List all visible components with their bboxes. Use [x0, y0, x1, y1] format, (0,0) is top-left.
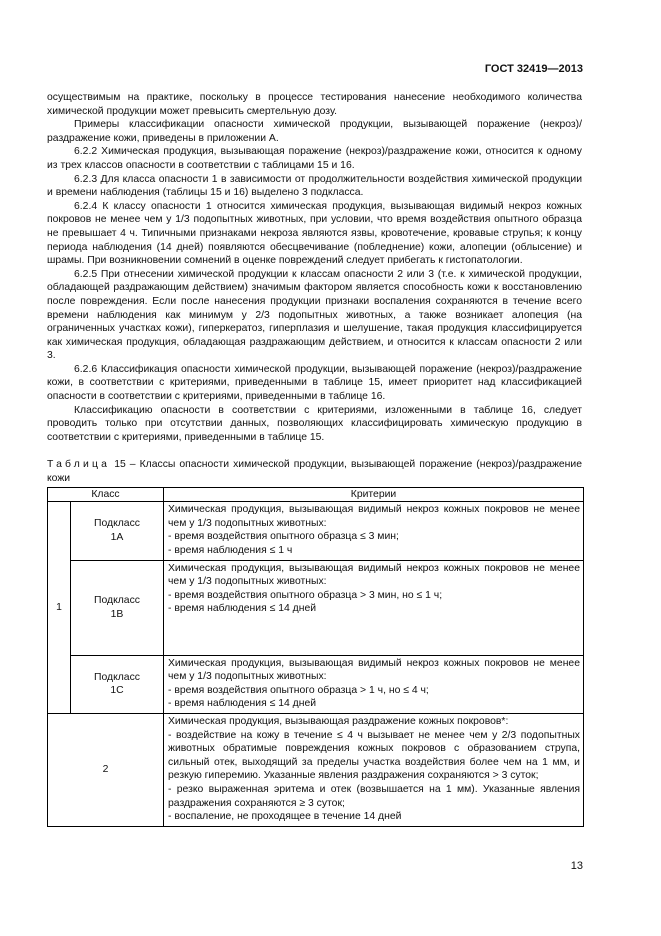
table-row-1c [48, 655, 584, 713]
paragraph-continuation: осуществимым на практике, поскольку в процессе тестирования нанесение необходимого количества химической продукции может превысить смертельную дозу. [47, 92, 582, 117]
criteria-1a-exposure: - время воздействия опытного образца ≤ 3 мин; [168, 531, 399, 543]
header-class: Класс [48, 487, 164, 502]
paragraph-6-2-5: 6.2.5 При отнесении химической продукции к классам опасности 2 или 3 (т.е. к химической продукции, обладающей раздражающим действием) значимым фактором является способность кожи к восстановлению после повреждения. Если после нанесения продукции признаки воспаления сохраняются в течение всего времени наблюдения как минимум у 2/3 подопытных животных, а также возникает алопеция (на ограниченных участках кожи), гиперкератоз, гиперплазия и шелушение, такая продукция классифицируется как химическая продукция, обладающая раздражающим действием, и относится к классам опасности 2 или 3. [47, 268, 582, 362]
table-caption-label: Таблица [47, 459, 111, 471]
table-caption-text: 15 – Классы опасности химической продукции, вызывающей поражение (некроз)/раздражение кожи [47, 459, 582, 485]
subclass-1a-cell [71, 502, 164, 560]
class-2-cell: 2 [48, 713, 164, 826]
criteria-1b-observation: - время наблюдения ≤ 14 дней [168, 603, 317, 615]
page-number: 13 [570, 860, 583, 872]
criteria-1b-cell [164, 560, 584, 655]
table-row-1a [48, 502, 584, 560]
criteria-1b-exposure: - время воздействия опытного образца > 3 мин, но ≤ 1 ч; [168, 589, 443, 601]
criteria-1c-text: Химическая продукция, вызывающая видимый некроз кожных покровов не менее чем у 1/3 подопытных животных: [168, 657, 580, 683]
table-caption [47, 458, 582, 485]
criteria-1c-observation: - время наблюдения ≤ 14 дней [168, 698, 317, 710]
criteria-2-item-exposure: - воздействие на кожу в течение ≤ 4 ч вызывает не менее чем у 2/3 подопытных животных обратимые повреждения кожных покровов с образованием струпа, сильный отек, выходящий за пределы участка воздействия более чем на 1 мм, и резкую гиперемию. Указанные явления раздражения сохраняются > 3 суток; [168, 729, 580, 782]
subclass-1c-code: 1С [110, 685, 124, 697]
paragraph-6-2-6: 6.2.6 Классификация опасности химической продукции, вызывающей поражение (некроз)/раздражение кожи, в соответствии с критериями, приведенными в таблице 15, имеет приоритет над классификацией опасности в соответствии с критериями, приведенными в таблице 16. [47, 363, 582, 403]
criteria-1a-text: Химическая продукция, вызывающая видимый некроз кожных покровов не менее чем у 1/3 подопытных животных: [168, 504, 580, 529]
subclass-1a-label: Подкласс [94, 518, 140, 530]
subclass-1c-cell [71, 655, 164, 713]
criteria-1c-exposure: - время воздействия опытного образца > 1 ч, но ≤ 4 ч; [168, 684, 429, 696]
criteria-2-intro: Химическая продукция, вызывающая раздражение кожных покровов*: [168, 715, 509, 727]
table-row-1b [48, 560, 584, 655]
subclass-1b-cell [71, 560, 164, 655]
criteria-1b-text: Химическая продукция, вызывающая видимый некроз кожных покровов не менее чем у 1/3 подопытных животных: [168, 562, 580, 588]
paragraph-6-2-2: 6.2.2 Химическая продукция, вызывающая поражение (некроз)/раздражение кожи, относится к одному из трех классов опасности в соответствии с таблицами 15 и 16. [47, 146, 582, 171]
criteria-1c-cell [164, 655, 584, 713]
hazard-class-table [47, 487, 584, 827]
page-content [47, 91, 582, 827]
criteria-1a-observation: - время наблюдения ≤ 1 ч [168, 545, 293, 556]
class-1-cell: 1 [48, 502, 71, 714]
subclass-1b-code: 1В [110, 608, 124, 620]
criteria-2-item-inflammation: - воспаление, не проходящее в течение 14 дней [168, 811, 402, 823]
criteria-2-cell [164, 713, 584, 826]
paragraph-6-2-3: 6.2.3 Для класса опасности 1 в зависимости от продолжительности воздействия химической продукции и времени наблюдения (таблицы 15 и 16) выделено 3 подкласса. [47, 173, 582, 199]
header-criteria: Критерии [164, 487, 584, 502]
subclass-1c-label: Подкласс [94, 671, 140, 683]
paragraph-examples: Примеры классификации опасности химической продукции, вызывающей поражение (некроз)/раздражение кожи, приведены в приложении А. [47, 119, 582, 144]
subclass-1a-code: 1А [110, 531, 124, 543]
criteria-2-item-erythema: - резко выраженная эритема и отек (возвышается на 1 мм). Указанные явления раздражения сохраняются ≥ 3 суток; [168, 783, 580, 809]
criteria-1a-cell [164, 502, 584, 560]
paragraph-classification-note: Классификацию опасности в соответствии с критериями, изложенными в таблице 16, следует проводить только при отсутствии данных, позволяющих классифицировать химическую продукцию в соответствии с критериями, приведенными в таблице 15. [47, 404, 582, 443]
document-id: ГОСТ 32419—2013 [484, 63, 583, 75]
paragraph-6-2-4: 6.2.4 К классу опасности 1 относится химическая продукция, вызывающая видимый некроз кожных покровов не менее чем у 1/3 подопытных животных, при условии, что время воздействия опытного образца не превышает 4 ч. Типичными признаками некроза являются язвы, кровотечение, кровавые струпья; к концу периода наблюдения (14 дней) появляются обесцвечивание (побледнение) кожи, алопеции (облысение) и шрамы. При возникновении сомнений в оценке повреждений следует прибегать к гистопатологии. [47, 200, 582, 267]
subclass-1b-label: Подкласс [94, 595, 140, 606]
table-row-2 [48, 713, 584, 826]
table-header-row [48, 487, 584, 502]
